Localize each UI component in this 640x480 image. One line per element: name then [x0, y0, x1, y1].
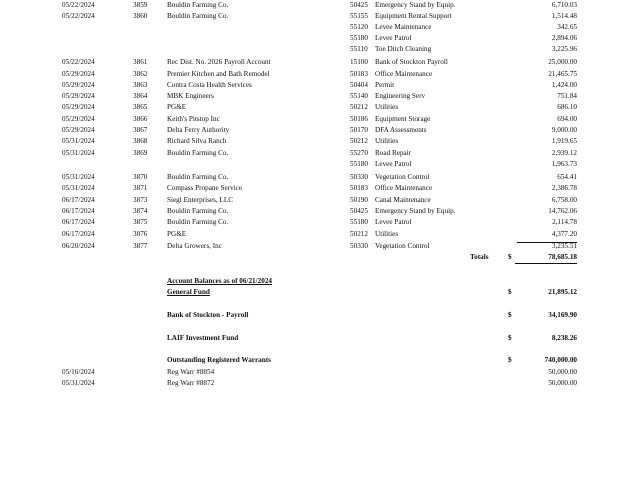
- general-fund-value: 21,895.12: [548, 288, 577, 296]
- txn-amount: 1,514.48: [551, 12, 577, 20]
- txn-description: Equipment Rental Support: [375, 12, 452, 20]
- warrants-dollar: $: [508, 356, 512, 364]
- table-row: [0, 172, 640, 182]
- txn-payee: Bouldin Farming Co.: [167, 218, 229, 226]
- txn-account: 50186: [350, 115, 368, 123]
- txn-date: 05/22/2024: [62, 12, 95, 20]
- txn-account: 50183: [350, 70, 368, 78]
- txn-amount: 4,377.20: [551, 230, 577, 238]
- warrants-value: 740,000.00: [544, 356, 577, 364]
- txn-date: 05/22/2024: [62, 1, 95, 9]
- txn-amount: 2,894.06: [551, 34, 577, 42]
- txn-number: 3873: [133, 196, 148, 204]
- txn-payee: Rec Dist. No. 2026 Payroll Account: [167, 58, 271, 66]
- txn-amount: 686.10: [557, 103, 577, 111]
- txn-description: Levee Maintenance: [375, 23, 432, 31]
- txn-description: Road Repair: [375, 149, 412, 157]
- txn-account: 50190: [350, 196, 368, 204]
- txn-number: 3868: [133, 137, 148, 145]
- table-row: [0, 102, 640, 112]
- table-row: [0, 44, 640, 54]
- table-row: [0, 57, 640, 67]
- txn-number: 3871: [133, 184, 148, 192]
- txn-date: 05/29/2024: [62, 92, 95, 100]
- txn-date: 05/31/2024: [62, 173, 95, 181]
- txn-payee: Compass Propane Service: [167, 184, 243, 192]
- txn-description: Utilities: [375, 230, 399, 238]
- txn-number: 3864: [133, 92, 148, 100]
- txn-description: Emergency Stand by Equip.: [375, 207, 456, 215]
- table-row: [0, 195, 640, 205]
- table-row: [0, 183, 640, 193]
- txn-payee: PG&E: [167, 230, 187, 238]
- txn-amount: 654.41: [557, 173, 577, 181]
- txn-number: 3866: [133, 115, 148, 123]
- txn-date: 05/31/2024: [62, 137, 95, 145]
- totals-value: 78,685.18: [548, 253, 577, 261]
- txn-description: Equipment Storage: [375, 115, 431, 123]
- txn-account: 15100: [350, 58, 368, 66]
- txn-number: 3859: [133, 1, 148, 9]
- txn-date: 06/17/2024: [62, 230, 95, 238]
- table-row: [0, 206, 640, 216]
- txn-account: 50330: [350, 173, 368, 181]
- txn-payee: Premier Kitchen and Bath Remodel: [167, 70, 270, 78]
- txn-date: 05/31/2024: [62, 184, 95, 192]
- txn-payee: Delta Growers, Inc: [167, 242, 222, 250]
- txn-amount: 2,114.78: [552, 218, 577, 226]
- txn-account: 55180: [350, 34, 368, 42]
- table-row: [0, 125, 640, 135]
- table-row: [0, 91, 640, 101]
- txn-number: 3869: [133, 149, 148, 157]
- txn-account: 50404: [350, 81, 368, 89]
- txn-number: 3862: [133, 70, 148, 78]
- txn-date: 05/29/2024: [62, 81, 95, 89]
- txn-payee: Bouldin Farming Co.: [167, 207, 229, 215]
- warrant-label: Reg Warr #8872: [167, 379, 215, 387]
- table-row: [0, 136, 640, 146]
- warrant-date: 05/31/2024: [62, 379, 95, 387]
- txn-account: 50330: [350, 242, 368, 250]
- txn-payee: PG&E: [167, 103, 187, 111]
- txn-number: 3860: [133, 12, 148, 20]
- txn-amount: 694.00: [557, 115, 577, 123]
- balances-heading: Account Balances as of 06/21/2024: [167, 277, 273, 285]
- txn-amount: 6,758.00: [551, 196, 577, 204]
- txn-payee: Bouldin Farming Co.: [167, 1, 229, 9]
- txn-amount: 342.65: [557, 23, 577, 31]
- warrant-row: [0, 378, 640, 388]
- txn-number: 3875: [133, 218, 148, 226]
- warrant-row: [0, 367, 640, 377]
- txn-account: 55110: [350, 45, 368, 53]
- txn-description: Levee Patrol: [375, 218, 412, 226]
- txn-description: Utilities: [375, 103, 399, 111]
- txn-number: 3874: [133, 207, 148, 215]
- txn-description: Levee Patrol: [375, 160, 412, 168]
- txn-amount: 1,963.73: [551, 160, 577, 168]
- txn-date: 06/17/2024: [62, 218, 95, 226]
- sum-underline: [517, 242, 577, 243]
- txn-date: 05/29/2024: [62, 103, 95, 111]
- totals-underline: [515, 263, 577, 264]
- txn-description: Vegetation Control: [375, 242, 430, 250]
- txn-amount: 3,235.51: [551, 242, 577, 250]
- table-row: [0, 69, 640, 79]
- txn-amount: 751.84: [557, 92, 577, 100]
- txn-account: 50425: [350, 1, 368, 9]
- table-row: [0, 217, 640, 227]
- warrant-date: 05/16/2024: [62, 368, 95, 376]
- txn-payee: Keith's Pitstop Inc: [167, 115, 220, 123]
- txn-amount: 2,939.12: [551, 149, 577, 157]
- table-row: [0, 22, 640, 32]
- txn-amount: 3,225.96: [551, 45, 577, 53]
- txn-account: 55180: [350, 218, 368, 226]
- laif-value: 8,238.26: [551, 334, 577, 342]
- general-fund-label: General Fund: [167, 288, 210, 296]
- txn-description: Permit: [375, 81, 395, 89]
- warrant-label: Reg Warr #8854: [167, 368, 215, 376]
- txn-date: 05/29/2024: [62, 115, 95, 123]
- txn-amount: 2,386.78: [551, 184, 577, 192]
- txn-payee: Bouldin Farming Co.: [167, 12, 229, 20]
- txn-account: 50170: [350, 126, 368, 134]
- txn-description: Utilities: [375, 137, 399, 145]
- table-row: [0, 33, 640, 43]
- warrants-label: Outstanding Registered Warrants: [167, 356, 271, 364]
- txn-description: Canal Maintenance: [375, 196, 431, 204]
- bank-label: Bank of Stockton - Payroll: [167, 311, 249, 319]
- txn-number: 3876: [133, 230, 148, 238]
- table-row: [0, 80, 640, 90]
- txn-date: 05/31/2024: [62, 149, 95, 157]
- txn-account: 55140: [350, 92, 368, 100]
- table-row: [0, 11, 640, 21]
- txn-number: 3861: [133, 58, 148, 66]
- txn-number: 3877: [133, 242, 148, 250]
- txn-payee: MBK Engineers: [167, 92, 214, 100]
- txn-description: Bank of Stockton Payroll: [375, 58, 448, 66]
- txn-amount: 21,465.75: [548, 70, 577, 78]
- txn-amount: 6,710.03: [551, 1, 577, 9]
- txn-date: 05/29/2024: [62, 126, 95, 134]
- txn-number: 3863: [133, 81, 148, 89]
- txn-description: Engineering Serv: [375, 92, 426, 100]
- laif-label: LAIF Investment Fund: [167, 334, 239, 342]
- txn-account: 50183: [350, 184, 368, 192]
- general-fund-dollar: $: [508, 288, 512, 296]
- bank-dollar: $: [508, 311, 512, 319]
- txn-amount: 25,000.00: [548, 58, 577, 66]
- txn-account: 50212: [350, 103, 368, 111]
- txn-payee: Delta Ferry Authority: [167, 126, 230, 134]
- txn-date: 06/17/2024: [62, 196, 95, 204]
- table-row: [0, 229, 640, 239]
- txn-number: 3867: [133, 126, 148, 134]
- txn-date: 06/20/2024: [62, 242, 95, 250]
- txn-payee: Richard Silva Ranch: [167, 137, 227, 145]
- totals-label: Totals: [470, 253, 489, 261]
- txn-description: Toe Ditch Cleaning: [375, 45, 432, 53]
- txn-description: Vegetation Control: [375, 173, 430, 181]
- txn-number: 3870: [133, 173, 148, 181]
- txn-account: 55180: [350, 160, 368, 168]
- table-row: [0, 0, 640, 10]
- txn-payee: Siegl Enterprises, LLC: [167, 196, 234, 204]
- txn-account: 50425: [350, 207, 368, 215]
- table-row: [0, 159, 640, 169]
- txn-description: Emergency Stand by Equip.: [375, 1, 456, 9]
- warrant-amount: 50,000.00: [548, 368, 577, 376]
- txn-payee: Contra Costa Health Services: [167, 81, 252, 89]
- txn-date: 05/22/2024: [62, 58, 95, 66]
- warrant-amount: 50,000.00: [548, 379, 577, 387]
- txn-number: 3865: [133, 103, 148, 111]
- txn-account: 55270: [350, 149, 368, 157]
- table-row: [0, 148, 640, 158]
- txn-description: DFA Assessments: [375, 126, 427, 134]
- table-row: [0, 114, 640, 124]
- txn-account: 50212: [350, 230, 368, 238]
- txn-amount: 9,000.00: [551, 126, 577, 134]
- txn-date: 06/17/2024: [62, 207, 95, 215]
- totals-dollar-sign: $: [508, 253, 512, 261]
- txn-account: 50212: [350, 137, 368, 145]
- txn-amount: 1,919.65: [551, 137, 577, 145]
- txn-amount: 1,424.00: [551, 81, 577, 89]
- bank-value: 34,169.90: [548, 311, 577, 319]
- txn-description: Office Maintenance: [375, 70, 433, 78]
- txn-description: Office Maintenance: [375, 184, 433, 192]
- txn-payee: Bouldin Farming Co.: [167, 173, 229, 181]
- txn-payee: Bouldin Farming Co.: [167, 149, 229, 157]
- laif-dollar: $: [508, 334, 512, 342]
- txn-amount: 14,762.06: [548, 207, 577, 215]
- txn-date: 05/29/2024: [62, 70, 95, 78]
- txn-account: 55120: [350, 23, 368, 31]
- txn-account: 55155: [350, 12, 368, 20]
- txn-description: Levee Patrol: [375, 34, 412, 42]
